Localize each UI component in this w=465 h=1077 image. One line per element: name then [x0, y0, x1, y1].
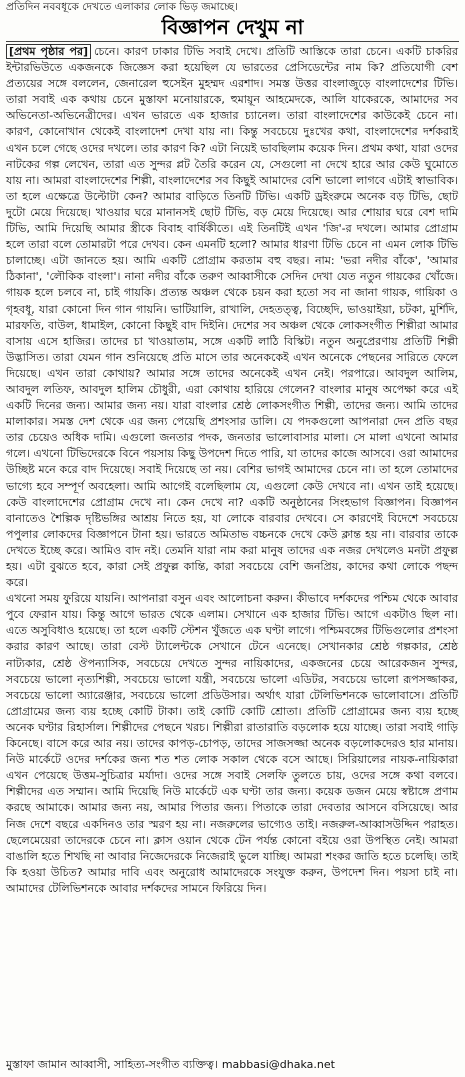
continuation-tag: [প্রথম পৃষ্ঠার পর] [6, 44, 91, 59]
article-title: বিজ্ঞাপন দেখুম না [161, 15, 304, 39]
author-byline [6, 1057, 459, 1073]
paragraph-text: এখনো সময় ফুরিয়ে যায়নি। আপনারা বসুন এবং আলোচনা করুন। কীভাবে দর্শকদের পশ্চিম থেকে আবার পুবে ফেরান যায়। কিন্তু আগে ভারত থেকে এলাম। সেখানে এক হাজার টিভি। আগে একটাও ছিল না। এতে অসুবিধাও হয়েছে। তা হলে একটি স্টেশন খুঁজতে এক ঘণ্টা লাগে। পশ্চিমবঙ্গের টিভিগুলোর প্রশংসা করার কারণ আছে। তারা বেস্ট ট্যালেন্টকে সেখানে টেনে এনেছে। সেখানকার শ্রেষ্ঠ গল্পকার, শ্রেষ্ঠ নাট্যকার, শ্রেষ্ঠ ঔপন্যাসিক, সবচেয়ে দেখতে সুন্দর নায়িকাদের, একজনের চেয়ে আরেকজন সুন্দর, সবচেয়ে ভালো নৃত্যশিল্পী, সবচেয়ে ভালো যন্ত্রী, সবচেয়ে ভালো এডিটর, সবচেয়ে ভালো রূপসজ্জাকর, সবচেয়ে ভালো অ্যারেঞ্জার, সবচেয়ে ভালো প্রডিউসার। অর্থাৎ যারা টেলিভিশনকে ভালোবাসে। প্রতিটি প্রোগ্রামের জন্য ব্যয় হচ্ছে কোটি টাকা। তাই কোটি কোটি শ্রোতা। প্রতিটি প্রোগ্রামের জন্য ব্যয় হচ্ছে অনেক ঘণ্টার রিহার্সাল। শিল্পীদের পেছনে খরচ। শিল্পীরা রাতারাতি বড়লোক হয়ে যাচ্ছে। তারা সবাই গাড়ি কিনেছে। বাসে করে আর নয়। তাদের কাপড়-চোপড়, তাদের সাজসজ্জা অনেক বড়লোকদেরও হার মানায়। নিউ মার্কেটে ওদের দর্শকের জন্য শত শত লোক সকাল থেকে বসে আছে। সিরিয়ালের নায়ক-নায়িকারা এখন পেয়েছে উত্তম-সুচিত্রার মর্যাদা। ওদের সঙ্গে সবাই সেলফি তুলতে চায়, ওদের সঙ্গে কথা বলবে। শিল্পীদের এত সম্মান। আমি দিয়েছি নিউ মার্কেটে এক ঘণ্টা তার জন্য। কয়েক ডজন মেয়ে স্বষ্টাঙ্গে প্রণাম করছে আমাকে। আমার জন্য নয়, আমার পিতার জন্য। পিতাকে তারা দেবতার আসনে বসিয়েছে। আর নিজ দেশে বছরে একদিনও তার স্মরণ হয় না। নজরুলের ভাগ্যেও তাই। নজরুল-আব্বাসউদ্দিন পরাহত। ছেলেমেয়েরা তাদেরকে চেনে না। ক্লাস ওয়ান থেকে টেন পর্যন্ত কোনো বইয়ে ওরা উপস্থিত নেই। আমরা বাঙালি হতে শিখছি না আবার নিজেদেরকে নিজেরাই ভুলে যাচ্ছি। আমরা শংকর জাতি হতে চলেছি। তাই কি হওয়া উচিত? আমার দাবি এবং অনুরোধ আমাদেরকে সংযুক্ত করুন, উপদেশ দিন। পয়সা চাই না। আমাদের টেলিভিশনকে আবার দর্শকদের সামনে ফিরিয়ে দিন। [6, 592, 458, 895]
paragraph-text: চেনে। কারণ ঢাকার টিভি সবাই দেখে। প্রতিটি আস্তিকে তারা চেনে। একটি চাকরির ইন্টারভিউতে একজনকে জিজ্ঞেস করা হয়েছিল যে ভারতের প্রেসিডেন্টের নাম কি? প্রতিযোগী বেশ প্রত্যয়ের সঙ্গে বললেন, জেনারেল হুসেইন মুহম্মদ এরশাদ। সমস্ত উত্তর বাংলাজুড়ে বাংলাদেশের টিভি। তারা সবাই এক কথায় চেনে মুস্তাফা মনোয়ারকে, হুমায়ূন আহমেদকে, আলি যাকেরকে, আমাদের সব অভিনেতা-অভিনেত্রীদের। এখন ভারতে এক হাজার চ্যানেল। তারা বাংলাদেশের কাউকেই চেনে না। কারণ, কোনোখান থেকেই বাংলাদেশ দেখা যায় না। কিন্তু সবচেয়ে দুঃখের কথা, বাংলাদেশের দর্শকরাই এখন চলে গেছে ওদের দখলে। তার কারণ কি? এটা নিয়েই ভাবছিলাম কয়েক দিন। প্রথম কথা, যারা ওদের নাটকের গল্প লেখেন, তারা এত সুন্দর প্লট তৈরি করেন যে, সেগুলো না দেখে হারে আর কেউ ঘুমোতে যায় না। আমরা বাংলাদেশের শিল্পী, বাংলাদেশের সব কিছুই আমাদের বেশি ভালো লাগবে এটাই স্বাভাবিক। তা হলে এক্ষেত্রে উল্টোটা কেন? আমার বাড়িতে তিনটি টিভি। একটি ড্রইংরুমে অনেক বড় টিভি, ছোট দুটো মেয়ে দিয়েছে। খাওয়ার ঘরে মানানসই ছোট টিভি, বড় মেয়ে দিয়েছে। আর শোয়ার ঘরে বেশ দামি টিভি, আমি দিয়েছি আমার স্ত্রীকে বিবাহ বার্ষিকীতে। এই তিনটিই এখন 'জি'-র দখলে। আমার প্রোগ্রাম হলে তারা বলে তোমারটা পরে দেখব। কেন এমনটি হলো? আমার ধারণা টিভি চেনে না এমন লোক টিভি চালাচ্ছে। এটা জানতে হয়। আমি একটি প্রোগ্রাম করতাম বহু বছর। নাম: 'ভরা নদীর বাঁকে', 'আমার ঠিকানা', 'লৌকিক বাংলা'। নানা নদীর বাঁকে তরুণ আব্বাসীকে সেদিন দেখা যেত নতুন গায়কের খোঁজে। গায়ক হলে চলবে না, চাই গায়কি। প্রত্যন্ত অঞ্চল থেকে চয়ন করা হতো সব না জানা গায়ক, গায়িকা ও গৃহবধূ, যারা কোনো দিন গান গায়নি। ভাটিয়ালি, রাখালি, দেহতত্ত্ব, বিচ্ছেদি, ভাওয়াইয়া, চটকা, মুর্শিদি, মারফতি, বাউল, ধামাইল, কোনো কিছুই বাদ দিইনি। দেশের সব অঞ্চল থেকে লোকসংগীত শিল্পীরা আমার বাসায় এসে হাজির। তাদের চা খাওয়াতাম, সঙ্গে একটি লাঠি বিস্কিট। নতুন অনুপ্রেরণায় প্রতিটি শিল্পী উদ্ভাসিত। তারা যেমন গান শুনিয়েছে প্রতি মাসে তার অনেককেই এখন অনেকে পেছনের সারিতে ফেলে দিয়েছে। এখন তারা কোথায়? আমার সঙ্গে তাদের অনেকেই এখন নেই। পরপারে। আবদুল আলিম, আবদুল লতিফ, আবদুল হালিম চৌধুরী, এরা কোথায় হারিয়ে গেলেন? বাংলার মানুষ অপেক্ষা করে এই একটি দিনের জন্য। আমার জন্য নয়। যারা বাংলার শ্রেষ্ঠ লোকসংগীত শিল্পী, তাদের জন্য। আমি তাদের মালাকার। সমস্ত দেশ থেকে এর জন্য পেয়েছি প্রশংসার ডালি। যে পদকগুলো আপনারা দেন প্রতি বছর তার চেয়েও অধিক দামি। এগুলো জনতার পদক, জনতার ভালোবাসার মালা। সে মালা এখনো আমার গলে। এখনো টিভিদেরকে বিনে পয়সায় কিছু উপদেশ দিতে পারি, যা তাদের কাজে আসবে। ওরা আমাদের উচ্ছিষ্ট মনে করে বাদ দিয়েছে। সবাই দিয়েছে তা নয়। বেশির ভাগই আমাদের চেনে না। তা হলে তোমাদের ভাগ্যে হবে সম্পূর্ণ অবহেলা। আমি আগেই বলেছিলাম যে, এগুলো কেউ দেখবে না। এখন তাই হয়েছে। কেউ বাংলাদেশের প্রোগ্রাম দেখে না। কেন দেখে না? একটি অনুষ্ঠানের সিংহভাগ বিজ্ঞাপন। বিজ্ঞাপন বানাতেও শৈল্পিক দৃষ্টিভঙ্গির আশ্রয় নিতে হয়, যা লোকে বারবার দেখবে। সে কারণেই বিদেশে সবচেয়ে পপুলার লোকদের বিজ্ঞাপনে টানা হয়। ভারতে অমিতাভ বচ্চনকে দেখে কেউ ক্লান্ত হয় না। বারবার তাকে দেখতে ইচ্ছে করে। আমিও বাদ নই। তেমনি যারা নাম করা মানুষ তাদের এক নজর দেখলেও মনটা প্রফুল্ল হয়। এটা বুঝতে হবে, কারা সেই প্রফুল্ল কান্তি, কারা সবচেয়ে বেশি জনপ্রিয়, কাদের কথা লোকে পছন্দ করে। [6, 45, 458, 590]
title-divider [6, 41, 459, 42]
article-body [6, 44, 458, 897]
previous-article-last-line: প্রতিদিন নববধূকে দেখতে এলাকার লোক ভিড় জমাচ্ছে। [6, 1, 238, 13]
article-paragraph-2 [6, 591, 458, 897]
author-email[interactable]: mabbasi@dhaka.net [221, 1058, 335, 1071]
author-name: মুস্তাফা জামান আব্বাসী, সাহিত্য-সংগীত ব্যক্তিত্ব। [6, 1058, 218, 1071]
article-paragraph-1 [6, 44, 458, 591]
